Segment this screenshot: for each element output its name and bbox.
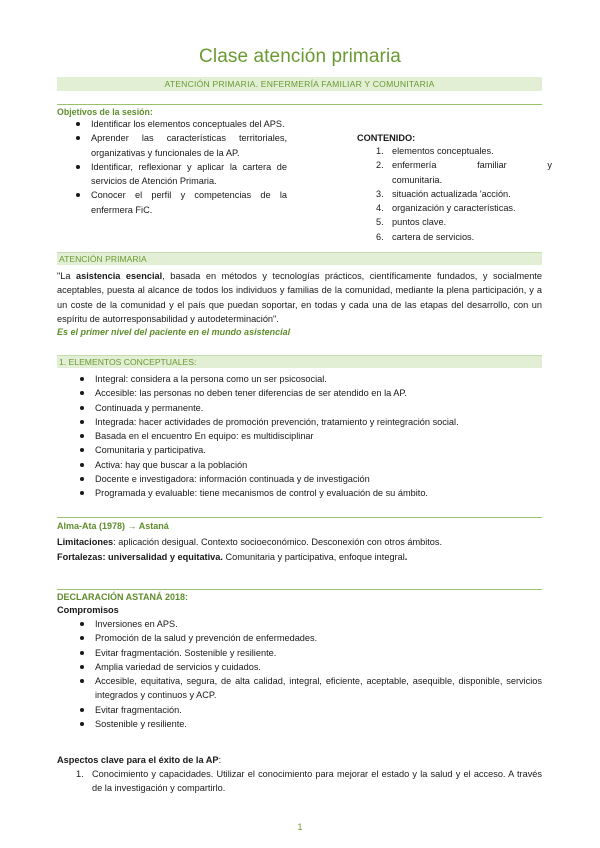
list-item: Programada y evaluable: tiene mecanismos de control y evaluación de su ámbito. <box>76 486 546 500</box>
elementos-bar: 1. ELEMENTOS CONCEPTUALES: <box>57 355 542 368</box>
compromisos-list <box>76 617 542 731</box>
list-item: Identificar los elementos conceptuales del APS. <box>72 117 287 131</box>
list-item: Docente e investigadora: información continuada y de investigación <box>76 472 546 486</box>
section-divider <box>57 104 542 105</box>
definition-quote: "La asistencia esencial, basada en métodos y tecnologías prácticos, científicamente fundados, y socialmente aceptables, puesta al alcance de todos los individuos y familias de la comunidad, mediante la plena participación, y a un coste de la comunidad y el país que puedan soportar, en todas y cada una de las etapas del desarrollo, con un espíritu de autorresponsabilidad y autodeterminación". <box>57 271 542 324</box>
list-item: Amplia variedad de servicios y cuidados. <box>76 660 542 674</box>
aspectos-list <box>76 767 542 796</box>
elementos-list <box>76 372 546 501</box>
atencion-primaria-bar: ATENCIÓN PRIMARIA <box>57 252 542 265</box>
list-item: Integrada: hacer actividades de promoción prevención, tratamiento y reintegración social. <box>76 415 546 429</box>
list-item: Evitar fragmentación. <box>76 703 542 717</box>
list-item: 3. situación actualizada 'acción. <box>376 188 511 199</box>
list-item: Activa: hay que buscar a la población <box>76 458 546 472</box>
list-item: Accesible, equitativa, segura, de alta calidad, integral, eficiente, aceptable, asequible, disponible, servicios integrados y continuos y ACP. <box>76 674 542 703</box>
list-item: 2. enfermería familiar y comunitaria. <box>376 160 552 185</box>
list-item: Inversiones en APS. <box>76 617 542 631</box>
list-item: Integral: considera a la persona como un ser psicosocial. <box>76 372 546 386</box>
list-item: 5. puntos clave. <box>376 217 447 228</box>
highlight-note: Es el primer nivel del paciente en el mundo asistencial <box>57 327 291 337</box>
list-item: Aprender las características territoriales, organizativas y funcionales de la AP. <box>72 131 287 160</box>
list-item: Conocer el perfil y competencias de la enfermera FiC. <box>72 188 287 217</box>
list-item: 4. organización y características. <box>376 203 516 214</box>
objetivos-heading: Objetivos de la sesión: <box>57 107 153 117</box>
limitaciones-line: Limitaciones: aplicación desigual. Contexto socioeconómico. Desconexión con otros ámbitos. <box>57 537 443 547</box>
list-item: Sostenible y resiliente. <box>76 717 542 731</box>
list-item: Promoción de la salud y prevención de enfermedades. <box>76 631 542 645</box>
list-item: Comunitaria y participativa. <box>76 443 546 457</box>
list-item: Continuada y permanente. <box>76 401 546 415</box>
list-item: Accesible: las personas no deben tener diferencias de ser atendido en la AP. <box>76 386 546 400</box>
list-item: 1. elementos conceptuales. <box>376 146 494 156</box>
astana-heading: DECLARACIÓN ASTANÁ 2018: <box>57 592 189 602</box>
contenido-heading: CONTENIDO: <box>357 133 416 143</box>
aspectos-heading: Aspectos clave para el éxito de la AP: <box>57 755 222 765</box>
contenido-list <box>376 144 552 244</box>
objetivos-list <box>72 117 287 217</box>
list-item: Evitar fragmentación. Sostenible y resiliente. <box>76 646 542 660</box>
almaata-heading: Alma-Ata (1978) → Astaná <box>57 521 169 531</box>
section-divider <box>57 589 542 590</box>
page-title: Clase atención primaria <box>199 46 401 67</box>
subtitle-banner: ATENCIÓN PRIMARIA. ENFERMERÍA FAMILIAR Y COMUNITARIA <box>57 77 542 91</box>
list-item: Identificar, reflexionar y aplicar la cartera de servicios de Atención Primaria. <box>72 160 287 189</box>
section-divider <box>57 517 542 518</box>
fortalezas-line: Fortalezas: universalidad y equitativa. Comunitaria y participativa, enfoque integral. <box>57 552 408 562</box>
compromisos-heading: Compromisos <box>57 605 119 615</box>
page-number: 1 <box>297 822 303 832</box>
list-item: 6. cartera de servicios. <box>376 231 475 242</box>
list-item: Basada en el encuentro En equipo: es multidisciplinar <box>76 429 546 443</box>
list-item: 1. Conocimiento y capacidades. Utilizar el conocimiento para mejorar el estado y la salud y el acceso. A través de la investigación y compartirlo. <box>76 769 542 794</box>
